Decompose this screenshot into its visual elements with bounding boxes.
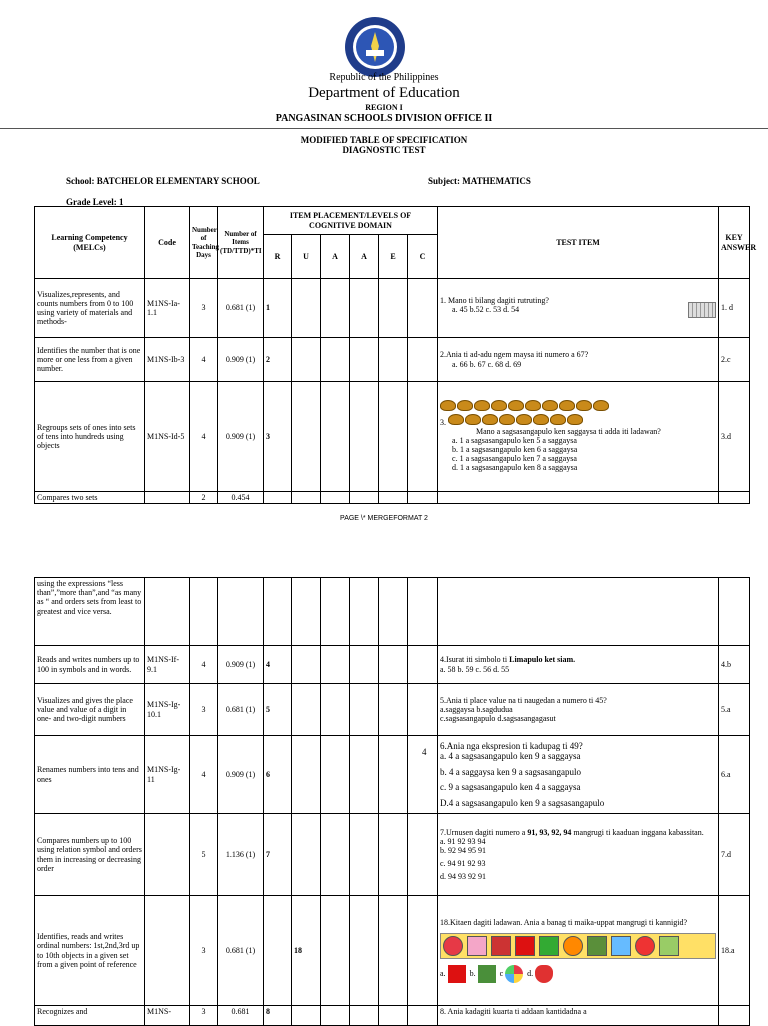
answer-options: a. 58 b. 59 c. 56 d. 55 <box>440 664 510 674</box>
sun-icon <box>563 936 583 956</box>
answer-options: a. 66 b. 67 c. 68 d. 69 <box>452 359 522 369</box>
question-text: 4.Isurat iti simbolo ti Limapulo ket siam. <box>440 655 576 665</box>
items-cell: 0.681 <box>218 1006 264 1026</box>
test-item-cell <box>438 896 719 1006</box>
days-cell: 3 <box>190 279 218 338</box>
strawberry-icon <box>535 965 553 983</box>
level-r-header: R <box>264 235 292 279</box>
items-cell: 0.909 (1) <box>218 382 264 492</box>
answer-options: a. 45 b.52 c. 53 d. 54 <box>452 304 520 314</box>
table-row <box>35 279 750 338</box>
items-cell: 0.681 (1) <box>218 279 264 338</box>
items-cell: 0.454 <box>218 492 264 504</box>
question-text: 6.Ania nga ekspresion ti kadupag ti 49? <box>440 741 583 752</box>
doc-subtitle: DIAGNOSTIC TEST <box>342 145 426 155</box>
days-cell: 3 <box>190 1006 218 1026</box>
melc-cell: Compares numbers up to 100 using relation symbol and orders them in increasing or decreasing order <box>35 814 145 896</box>
answer-options: a.saggaysa b.sagdudua <box>440 704 513 714</box>
days-cell: 4 <box>190 736 218 814</box>
code-cell: M1NS- <box>145 1006 190 1026</box>
code-cell: M1NS-If-9.1 <box>145 646 190 684</box>
doc-title: MODIFIED TABLE OF SPECIFICATION <box>300 135 468 145</box>
table-row <box>35 578 750 646</box>
department-line: Department of Education <box>308 85 460 101</box>
items-cell: 0.909 (1) <box>218 646 264 684</box>
col-placement-header: ITEM PLACEMENT/LEVELS OF COGNITIVE DOMAIN <box>264 207 438 235</box>
house-icon <box>611 936 631 956</box>
star-icon <box>491 936 511 956</box>
melc-cell: Visualizes and gives the place value and value of a digit in one- and two-digit numbers <box>35 684 145 736</box>
stray-number: 4 <box>422 747 427 757</box>
flower-icon <box>467 936 487 956</box>
answer-options: a. b. c d. <box>440 965 716 983</box>
r-cell: 4 <box>264 646 292 684</box>
table-row <box>35 1006 750 1026</box>
test-item-cell <box>438 736 719 814</box>
key-cell: 1. d <box>719 279 750 338</box>
r-cell: 1 <box>264 279 292 338</box>
division-line: PANGASINAN SCHOOLS DIVISION OFFICE II <box>275 113 493 124</box>
deped-seal-icon <box>344 16 406 78</box>
test-item-cell <box>438 684 719 736</box>
ball-icon <box>505 965 523 983</box>
test-item-cell: 8. Ania kadagiti kuarta ti addaan kantidadna a <box>438 1006 719 1026</box>
answer-option: a. 4 a sagsasangapulo ken 9 a saggaysa <box>440 751 581 762</box>
days-cell: 4 <box>190 382 218 492</box>
level-e-header: E <box>379 235 408 279</box>
key-cell: 2.c <box>719 338 750 382</box>
question-text: 1. Mano ti bilang dagiti rutruting? <box>440 295 549 305</box>
key-cell: 3.d <box>719 382 750 492</box>
subject-label: Subject: MATHEMATICS <box>428 176 531 186</box>
question-text: 18.Kitaen dagiti ladawan. Ania a banag ti maika-uppat mangrugi ti kannigid? <box>440 917 688 927</box>
table-row <box>35 684 750 736</box>
level-u-header: U <box>292 235 321 279</box>
test-item-cell <box>438 814 719 896</box>
answer-option: b. 92 94 95 91 <box>440 845 486 855</box>
strawberry-icon <box>635 936 655 956</box>
book-icon <box>478 965 496 983</box>
school-label: School: BATCHELOR ELEMENTARY SCHOOL <box>66 176 260 186</box>
col-melc-header: Learning Competency (MELCs) <box>35 207 145 279</box>
answer-option: a. 1 a sagsasangapulo ken 5 a saggaysa <box>452 435 577 445</box>
r-cell: 6 <box>264 736 292 814</box>
code-cell: M1NS-Ib-3 <box>145 338 190 382</box>
ordinal-pictures-strip <box>440 933 716 959</box>
col-key-header: KEY ANSWER <box>719 207 750 279</box>
table-row <box>35 646 750 684</box>
level-c-header: C <box>408 235 438 279</box>
u-cell: 18 <box>292 896 321 1006</box>
key-cell: 5.a <box>719 684 750 736</box>
answer-option: a. 91 92 93 94 <box>440 836 486 846</box>
table-row <box>35 736 750 814</box>
question-text: 2.Ania ti ad-adu ngem maysa iti numero a 67? <box>440 350 589 360</box>
r-cell: 3 <box>264 382 292 492</box>
coin-bags-illustration <box>440 400 716 426</box>
r-cell: 2 <box>264 338 292 382</box>
answer-option: c. 94 91 92 93 <box>440 859 486 869</box>
ribbon-icon <box>448 965 466 983</box>
key-cell: 4.b <box>719 646 750 684</box>
melc-cell: Compares two sets <box>35 492 145 504</box>
question-text: 7.Urnusen dagiti numero a 91, 93, 92, 94 mangrugi ti kaaduan inggana kabassitan. <box>440 827 704 837</box>
answer-options: c.sagsasangapulo d.sagsasangagasut <box>440 714 556 724</box>
col-code-header: Code <box>145 207 190 279</box>
melc-cell: Identifies, reads and writes ordinal numbers: 1st,2nd,3rd up to 10th objects in a given set from a given point of reference <box>35 896 145 1006</box>
table-row <box>35 814 750 896</box>
col-test-header: TEST ITEM <box>438 207 719 279</box>
key-cell: 6.a <box>719 736 750 814</box>
items-cell: 0.909 (1) <box>218 736 264 814</box>
melc-cell: Recognizes and <box>35 1006 145 1026</box>
key-cell: 7.d <box>719 814 750 896</box>
question-text: 5.Ania ti place value na ti naugedan a numero ti 45? <box>440 695 607 705</box>
melc-cell: using the expressions “less than”,”more than”,and “as many as “ and orders sets from least to greatest and vice versa. <box>35 578 145 646</box>
days-cell: 3 <box>190 684 218 736</box>
items-cell: 0.909 (1) <box>218 338 264 382</box>
spec-table-2 <box>34 577 750 1026</box>
code-cell: M1NS-Ig-10.1 <box>145 684 190 736</box>
days-cell: 4 <box>190 338 218 382</box>
answer-option: D.4 a sagsasangapulo ken 9 a sagsasangapulo <box>440 797 605 808</box>
ribbon-icon <box>515 936 535 956</box>
answer-option: d. 1 a sagsasangapulo ken 8 a saggaysa <box>452 463 578 473</box>
melc-cell: Renames numbers into tens and ones <box>35 736 145 814</box>
answer-option: b. 4 a saggaysa ken 9 a sagsasangapulo <box>440 766 581 777</box>
days-cell: 2 <box>190 492 218 504</box>
answer-option: c. 9 a sagsasangapulo ken 4 a saggaysa <box>440 782 581 793</box>
table-row <box>35 492 750 504</box>
ball-icon <box>443 936 463 956</box>
test-item-cell <box>438 382 719 492</box>
code-cell: M1NS-Id-5 <box>145 382 190 492</box>
region-line: REGION I <box>365 103 403 112</box>
table-row <box>35 896 750 1006</box>
items-cell: 1.136 (1) <box>218 814 264 896</box>
question-text: Mano a sagsasangapulo ken saggaysa ti adda iti ladawan? <box>476 426 661 436</box>
melc-cell: Identifies the number that is one more or one less from a given number. <box>35 338 145 382</box>
items-cell: 0.681 (1) <box>218 684 264 736</box>
table-row <box>35 382 750 492</box>
col-items-header: Number of Items (TD/TTD)*TI <box>218 207 264 279</box>
test-item-cell <box>438 279 719 338</box>
melc-cell: Reads and writes numbers up to 100 in symbols and in words. <box>35 646 145 684</box>
level-a1-header: A <box>321 235 350 279</box>
header-rule <box>0 128 768 129</box>
days-cell: 5 <box>190 814 218 896</box>
spec-table-1 <box>34 206 757 504</box>
test-item-cell <box>438 646 719 684</box>
test-item-cell <box>438 338 719 382</box>
days-cell: 4 <box>190 646 218 684</box>
col-days-header: Number of Teaching Days <box>190 207 218 279</box>
page-footer: PAGE \* MERGEFORMAT 2 <box>340 515 428 522</box>
melc-cell: Regroups sets of ones into sets of tens into hundreds using objects <box>35 382 145 492</box>
r-cell: 5 <box>264 684 292 736</box>
republic-line: Republic of the Philippines <box>329 72 439 83</box>
days-cell: 3 <box>190 896 218 1006</box>
key-cell: 18.a <box>719 896 750 1006</box>
answer-option: b. 1 a sagsasangapulo ken 6 a saggaysa <box>452 445 578 455</box>
r-cell: 7 <box>264 814 292 896</box>
table-row <box>35 338 750 382</box>
r-cell: 8 <box>264 1006 292 1026</box>
grade-label: Grade Level: 1 <box>66 197 124 207</box>
melc-cell: Visualizes,represents, and counts numbers from 0 to 100 using variety of materials and methods- <box>35 279 145 338</box>
frog-icon <box>539 936 559 956</box>
book-icon <box>587 936 607 956</box>
answer-option: d. 94 93 92 91 <box>440 872 486 882</box>
code-cell: M1NS-Ig-11 <box>145 736 190 814</box>
net-icon <box>659 936 679 956</box>
code-cell: M1NS-Ia-1.1 <box>145 279 190 338</box>
question-number: 3. <box>440 417 447 427</box>
answer-option: c. 1 a sagsasangapulo ken 7 a saggaysa <box>452 454 577 464</box>
level-a2-header: A <box>350 235 379 279</box>
items-cell: 0.681 (1) <box>218 896 264 1006</box>
